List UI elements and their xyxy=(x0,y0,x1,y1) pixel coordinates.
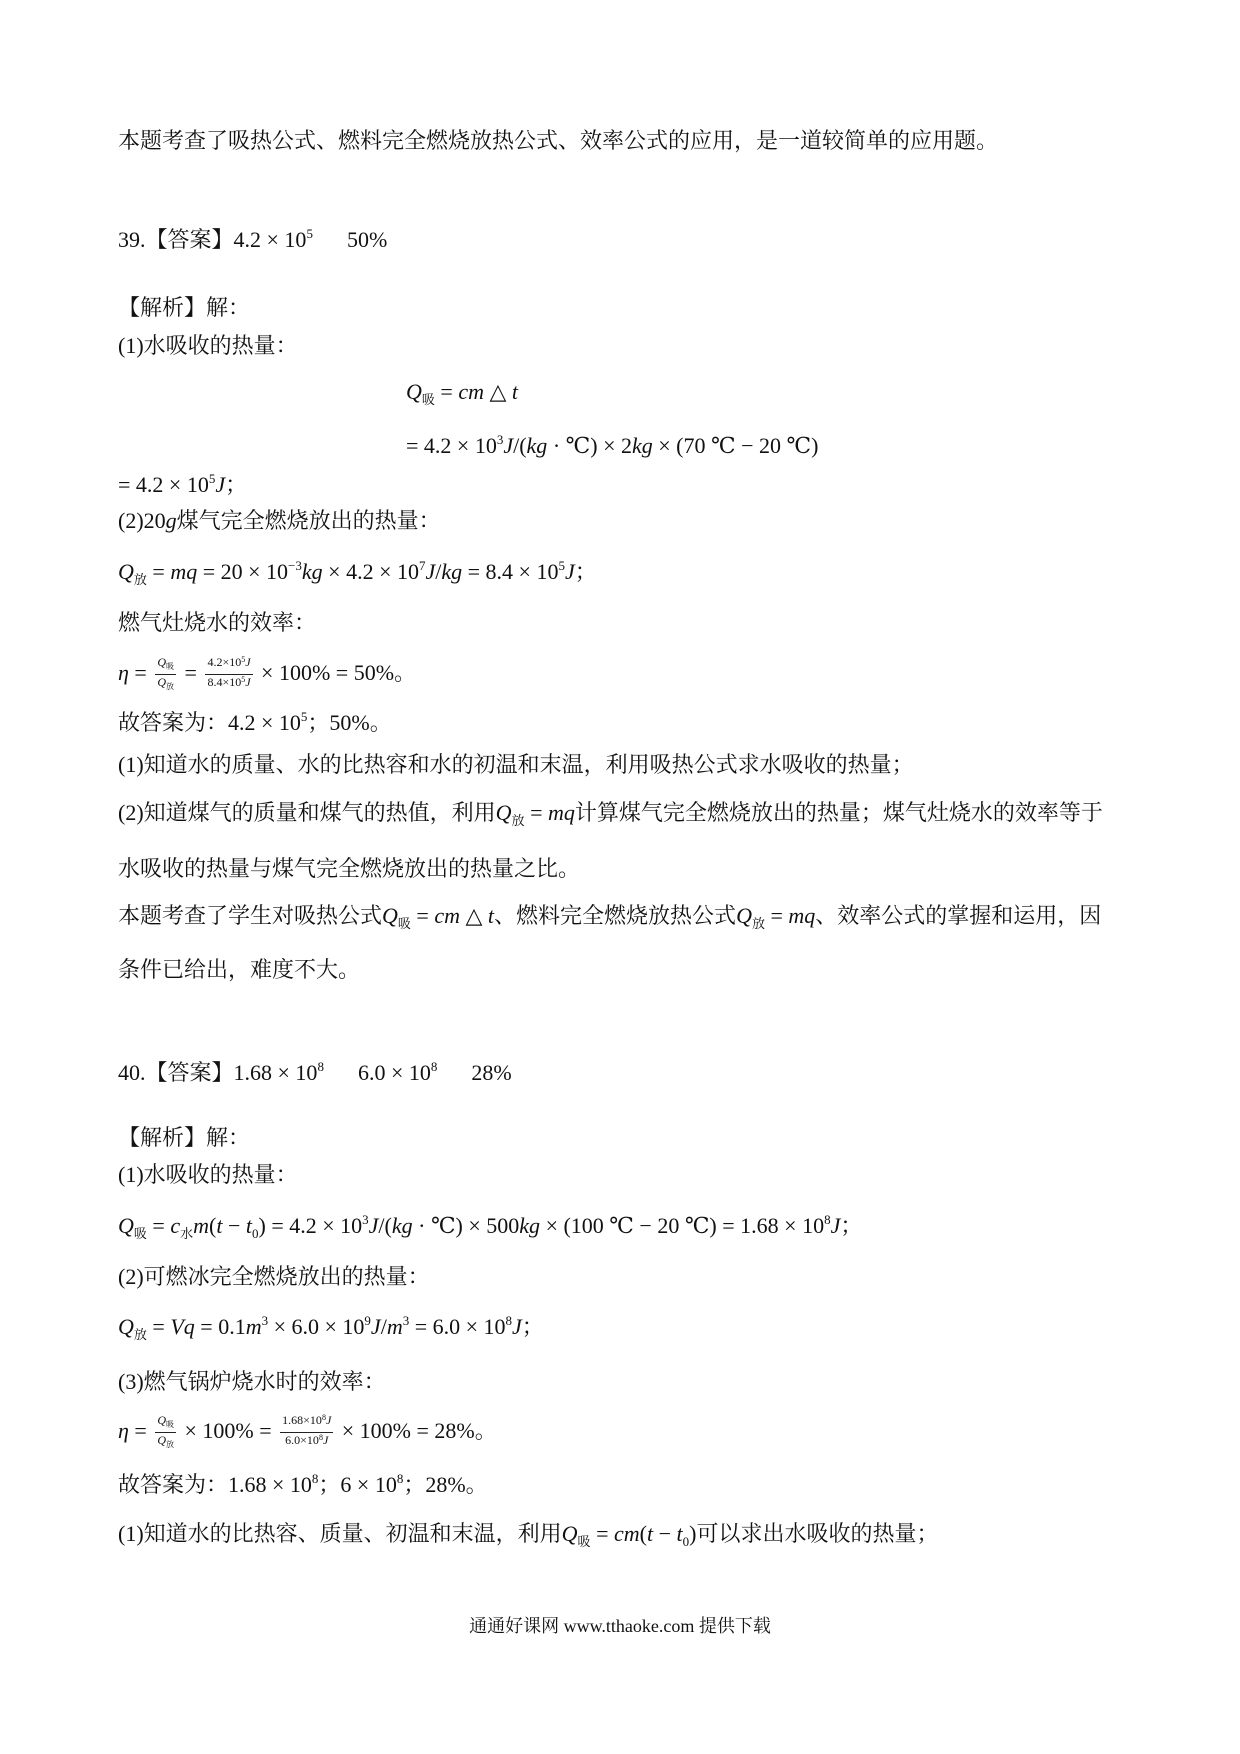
text-run: 故答案为：1.68 × 10 xyxy=(118,1472,312,1497)
math-var: t xyxy=(245,1213,252,1238)
text-run: × 6.0 × 10 xyxy=(268,1314,365,1339)
superscript: 8 xyxy=(505,1313,513,1328)
math-var: cm xyxy=(613,1521,640,1546)
subscript: 放 xyxy=(133,1327,147,1342)
math-var: kg xyxy=(391,1213,413,1238)
math-var: kg xyxy=(301,559,323,584)
math-var: Q xyxy=(406,379,422,404)
superscript: 7 xyxy=(418,558,426,573)
q40-efficiency-formula xyxy=(118,1412,497,1449)
q39-hint-1 xyxy=(118,750,914,780)
text-run: (1)知道水的比热容、质量、初温和末温，利用 xyxy=(118,1521,562,1546)
math-var: J xyxy=(368,1213,379,1238)
subscript: 吸 xyxy=(166,661,175,671)
analysis-label: 【解析】解： xyxy=(118,1125,251,1150)
q39-step1-title xyxy=(118,331,298,361)
text-run: 8.4×10 xyxy=(207,674,242,689)
fraction-denominator xyxy=(205,675,252,694)
math-var: kg xyxy=(519,1213,541,1238)
text-run: = xyxy=(146,1213,171,1238)
text-run: × 4.2 × 10 xyxy=(322,559,419,584)
q39-fuel-heat xyxy=(118,557,597,587)
text-run: 6.0×10 xyxy=(285,1432,319,1447)
math-var: m xyxy=(245,1314,262,1339)
math-var: Q xyxy=(157,1432,167,1447)
q39-hint-2 xyxy=(118,798,1103,828)
math-var: J xyxy=(503,433,514,458)
page-footer: 通通好课网 www.tthaoke.com 提供下载 xyxy=(469,1616,771,1636)
text-run: ； xyxy=(840,1213,863,1238)
text-run: = xyxy=(146,1314,171,1339)
text-run: (2)20 xyxy=(118,508,166,533)
superscript: 3 xyxy=(362,1212,369,1227)
answer-value: 28% xyxy=(471,1060,512,1085)
text-run: △ xyxy=(460,903,488,928)
subscript: 吸 xyxy=(166,1419,175,1429)
text-run: ； xyxy=(574,559,597,584)
math-var: J xyxy=(215,472,226,497)
math-var: Q xyxy=(118,559,134,584)
fraction-numerator xyxy=(205,655,252,675)
q40-analysis-label xyxy=(118,1123,250,1153)
text-run: = xyxy=(524,800,548,825)
math-var: t xyxy=(511,379,519,404)
math-var: kg xyxy=(526,433,548,458)
text-run: · ℃) × 2 xyxy=(547,433,632,458)
q40-hint-1 xyxy=(118,1519,938,1549)
text-run: /( xyxy=(513,433,527,458)
superscript: 5 xyxy=(241,674,246,684)
answer-label: 【答案】 xyxy=(145,1060,234,1085)
math-var: g xyxy=(165,508,177,533)
superscript: 5 xyxy=(300,709,308,724)
text-run: = xyxy=(410,903,435,928)
text-run: (1)水吸收的热量： xyxy=(118,1162,298,1187)
text-run: 、燃料完全燃烧放热公式 xyxy=(494,903,737,928)
math-var: Q xyxy=(561,1521,578,1546)
text-run: − xyxy=(222,1213,246,1238)
subscript: 0 xyxy=(252,1226,259,1241)
q40-heat-formula xyxy=(118,1211,862,1241)
superscript: 9 xyxy=(364,1313,371,1328)
math-var: J xyxy=(512,1314,522,1339)
subscript: 放 xyxy=(751,916,765,931)
question-number: 39. xyxy=(118,227,146,252)
text-run: 故答案为：4.2 × 10 xyxy=(118,710,301,735)
text-run: (1)知道水的质量、水的比热容和水的初温和末温，利用吸热公式求水吸收的热量； xyxy=(118,752,914,777)
text-run: ；6 × 10 xyxy=(318,1472,397,1497)
ratio-fraction xyxy=(155,655,176,694)
math-var: m xyxy=(386,1314,403,1339)
fraction-numerator xyxy=(155,1413,176,1433)
math-var: Q xyxy=(495,800,512,825)
text-run: = xyxy=(179,660,203,685)
text-run: = xyxy=(128,1418,153,1443)
math-var: J xyxy=(564,559,575,584)
q39-final-answer xyxy=(118,708,392,738)
text-run: (3)燃气锅炉烧水时的效率： xyxy=(118,1369,386,1394)
text-run: = 20 × 10 xyxy=(197,559,289,584)
superscript: 5 xyxy=(208,471,216,486)
q40-step3-title xyxy=(118,1367,386,1397)
q39-efficiency-title xyxy=(118,608,316,638)
math-var: J xyxy=(322,1432,329,1447)
text-run: (2)知道煤气的质量和煤气的热值，利用 xyxy=(118,800,496,825)
q39-analysis-label xyxy=(118,293,250,323)
math-var: cm xyxy=(458,379,484,404)
subscript: 放 xyxy=(166,681,175,691)
math-var: η xyxy=(118,660,129,685)
answer-value: 50% xyxy=(346,227,388,252)
text-run: 条件已给出，难度不大。 xyxy=(118,957,361,982)
text-run: · ℃) × 500 xyxy=(412,1213,520,1238)
text-run: 、效率公式的掌握和运用，因 xyxy=(815,903,1102,928)
math-var: J xyxy=(370,1314,381,1339)
superscript: 3 xyxy=(402,1313,410,1328)
math-var: Q xyxy=(736,903,752,928)
text-run: = 0.1 xyxy=(194,1314,246,1339)
q39-heat-result xyxy=(118,470,247,500)
answer-value: 1.68 × 10 xyxy=(233,1060,318,1085)
text-run: = xyxy=(434,379,459,404)
text-run: 煤气完全燃烧放出的热量： xyxy=(176,508,441,533)
math-var: Vq xyxy=(170,1314,195,1339)
subscript: 放 xyxy=(511,813,525,828)
superscript: 5 xyxy=(241,654,246,664)
text-run: = xyxy=(590,1521,614,1546)
superscript: 3 xyxy=(496,432,504,447)
text-run: 本题考查了学生对吸热公式 xyxy=(118,903,383,928)
analysis-label: 【解析】解： xyxy=(118,295,251,320)
math-var: J xyxy=(245,674,251,689)
math-var: t xyxy=(676,1521,683,1546)
text-run: = 4.2 × 10 xyxy=(406,433,497,458)
spacer xyxy=(437,1079,471,1080)
text-run: /( xyxy=(378,1213,392,1238)
fraction-denominator xyxy=(155,1433,176,1452)
math-var: t xyxy=(216,1213,223,1238)
text-run: 1.68×10 xyxy=(282,1412,322,1427)
q40-fuel-heat xyxy=(118,1312,544,1342)
math-var: Q xyxy=(157,674,167,689)
text-run: ；28%。 xyxy=(403,1472,488,1497)
math-var: Q xyxy=(118,1213,134,1238)
text-run: ；50%。 xyxy=(307,710,392,735)
text-run: 燃气灶烧水的效率： xyxy=(118,610,317,635)
text-run: × 100% = 50%。 xyxy=(255,660,417,685)
math-var: mq xyxy=(788,903,816,928)
math-var: η xyxy=(118,1418,129,1443)
subscript: 水 xyxy=(180,1226,194,1241)
subscript: 吸 xyxy=(577,1534,591,1549)
math-var: mq xyxy=(170,559,198,584)
math-var: Q xyxy=(157,1412,167,1427)
q40-step1-title xyxy=(118,1160,298,1190)
text-run: (2)可燃冰完全燃烧放出的热量： xyxy=(118,1264,430,1289)
text-run: × 100% = xyxy=(179,1418,278,1443)
q39-heat-substitution xyxy=(406,431,818,461)
text-run: = xyxy=(146,559,171,584)
math-var: m xyxy=(193,1213,209,1238)
math-var: J xyxy=(325,1412,332,1427)
value-fraction xyxy=(280,1413,333,1452)
text-run: ( xyxy=(639,1521,647,1546)
superscript: 8 xyxy=(311,1471,319,1486)
value-fraction xyxy=(205,655,252,694)
superscript: 8 xyxy=(396,1471,404,1486)
text-run: × (100 ℃ − 20 ℃) = 1.68 × 10 xyxy=(540,1213,825,1238)
text-run: × (70 ℃ − 20 ℃) xyxy=(652,433,819,458)
math-var: J xyxy=(830,1213,841,1238)
math-var: t xyxy=(646,1521,654,1546)
subscript: 吸 xyxy=(397,916,411,931)
answer-value: 6.0 × 10 xyxy=(357,1060,431,1085)
text-run: 本题考查了吸热公式、燃料完全燃烧放热公式、效率公式的应用，是一道较简单的应用题。 xyxy=(118,128,999,153)
text-run: = xyxy=(764,903,789,928)
text-run: / xyxy=(435,559,442,584)
text-run: ； xyxy=(521,1314,544,1339)
subscript: 0 xyxy=(682,1534,690,1549)
text-run: / xyxy=(380,1314,387,1339)
subscript: 吸 xyxy=(421,392,435,407)
text-run: = 4.2 × 10 xyxy=(118,472,209,497)
text-run: 水吸收的热量与煤气完全燃烧放出的热量之比。 xyxy=(118,856,581,881)
text-run: = xyxy=(128,660,153,685)
math-var: Q xyxy=(382,903,398,928)
text-run: = 8.4 × 10 xyxy=(462,559,559,584)
text-run: 计算煤气完全燃烧放出的热量；煤气灶烧水的效率等于 xyxy=(574,800,1103,825)
fraction-denominator xyxy=(283,1433,330,1452)
q39-answer-line xyxy=(118,225,387,255)
superscript: −3 xyxy=(288,558,302,573)
text-run: ( xyxy=(209,1213,217,1238)
math-var: kg xyxy=(631,433,653,458)
math-var: t xyxy=(487,903,495,928)
math-var: c xyxy=(170,1213,181,1238)
superscript: 8 xyxy=(317,1059,324,1074)
q40-step2-title xyxy=(118,1262,430,1292)
q39-summary xyxy=(118,901,1101,931)
superscript: 3 xyxy=(261,1313,269,1328)
superscript: 5 xyxy=(306,226,313,241)
previous-summary-line xyxy=(118,126,998,156)
text-run: = 6.0 × 10 xyxy=(409,1314,506,1339)
superscript: 8 xyxy=(318,1432,323,1442)
answer-label: 【答案】 xyxy=(145,227,234,252)
subscript: 吸 xyxy=(133,1226,147,1241)
math-var: mq xyxy=(547,800,575,825)
subscript: 放 xyxy=(133,572,147,587)
spacer xyxy=(313,246,347,247)
spacer xyxy=(324,1079,358,1080)
fraction-numerator xyxy=(280,1413,333,1433)
text-run: (1)水吸收的热量： xyxy=(118,333,298,358)
ratio-fraction xyxy=(155,1413,176,1452)
q39-hint-2-continued xyxy=(118,854,580,884)
q40-final-answer xyxy=(118,1470,488,1500)
superscript: 5 xyxy=(558,558,565,573)
math-var: cm xyxy=(434,903,460,928)
text-run: 4.2×10 xyxy=(207,654,242,669)
text-run: 可以求出水吸收的热量； xyxy=(696,1521,939,1546)
math-var: Q xyxy=(157,654,167,669)
q39-step2-title xyxy=(118,506,441,536)
fraction-numerator xyxy=(155,655,176,675)
superscript: 8 xyxy=(430,1059,438,1074)
answer-value: 4.2 × 10 xyxy=(233,227,307,252)
text-run: ) = 4.2 × 10 xyxy=(258,1213,363,1238)
q39-summary-continued xyxy=(118,955,360,985)
math-var: J xyxy=(425,559,436,584)
math-var: Q xyxy=(118,1314,134,1339)
question-number: 40. xyxy=(118,1060,146,1085)
text-run: △ xyxy=(483,379,512,404)
q39-heat-formula xyxy=(406,377,518,407)
text-run: × 100% = 28%。 xyxy=(336,1418,497,1443)
subscript: 放 xyxy=(166,1439,175,1449)
text-run: ) xyxy=(689,1521,697,1546)
math-var: J xyxy=(245,654,251,669)
text-run: − xyxy=(653,1521,677,1546)
q39-efficiency-formula xyxy=(118,654,417,691)
fraction-denominator xyxy=(155,675,176,694)
superscript: 8 xyxy=(321,1412,326,1422)
q40-answer-line xyxy=(118,1058,512,1088)
text-run: ； xyxy=(225,472,248,497)
math-var: kg xyxy=(441,559,463,584)
superscript: 8 xyxy=(824,1212,831,1227)
